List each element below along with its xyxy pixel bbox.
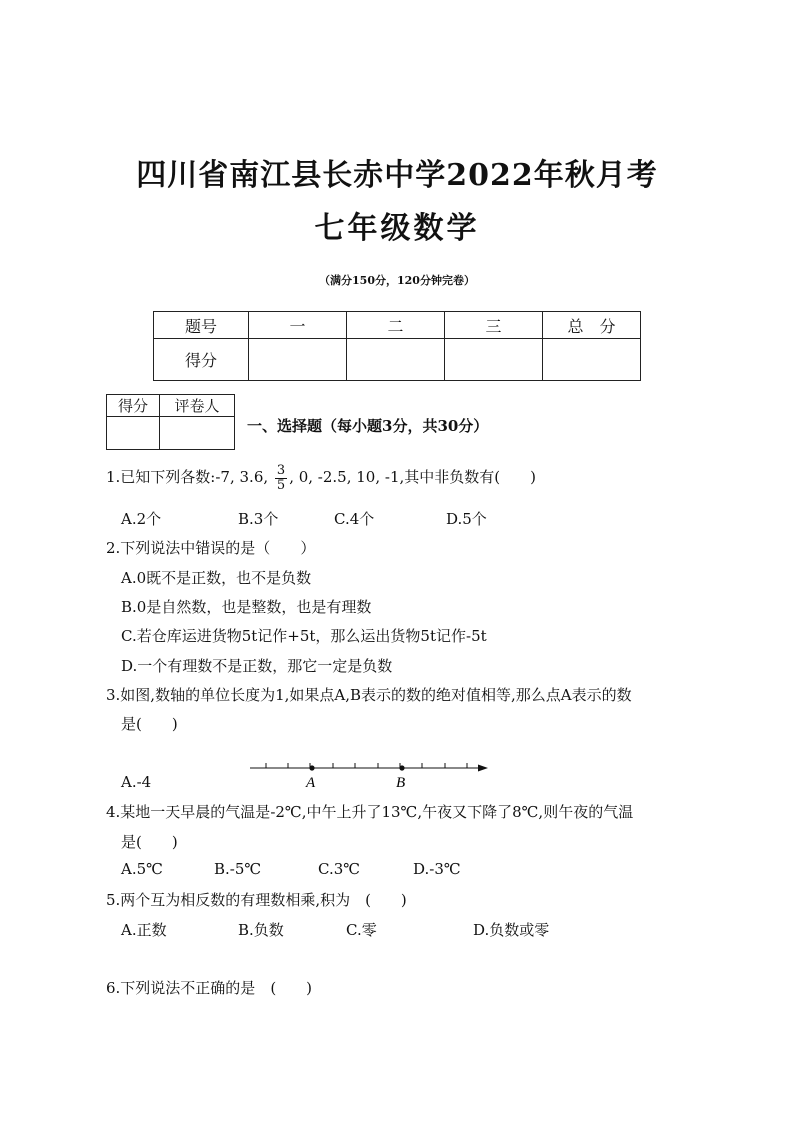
- q4-option: C.3℃: [318, 860, 361, 878]
- q1-option: A.2个: [121, 510, 162, 528]
- exam-note: （满分150分，120分钟完卷）: [319, 274, 475, 287]
- section1-title: 一、选择题（每小题3分，共30分）: [247, 417, 489, 435]
- q1-text-before: 1.已知下列各数:-7, 3.6,: [106, 468, 273, 486]
- fraction: [275, 464, 287, 493]
- q4-option: D.-3℃: [413, 860, 461, 878]
- grading-header-cell: 评卷人: [160, 395, 235, 417]
- q1-option: B.3个: [238, 510, 279, 528]
- q1-option: C.4个: [334, 510, 375, 528]
- question-2-stem: 2.下列说法中错误的是（ ）: [106, 539, 316, 557]
- q2-option: D.一个有理数不是正数，那它一定是负数: [121, 657, 393, 675]
- q2-option: A.0既不是正数，也不是负数: [121, 569, 312, 587]
- point-b-label: B: [396, 775, 406, 791]
- score-blank-cell: [445, 339, 543, 381]
- q3-option-a: A.-4: [121, 773, 152, 791]
- score-header-cell: 二: [347, 312, 445, 339]
- q2-option: B.0是自然数，也是整数，也是有理数: [121, 598, 372, 616]
- grading-blank-cell: [107, 417, 160, 450]
- question-4-stem-line1: 4.某地一天早晨的气温是-2℃,中午上升了13℃,午夜又下降了8℃,则午夜的气温: [106, 803, 634, 821]
- q1-text-after: , 0, -2.5, 10, -1,其中非负数有( ): [289, 468, 536, 486]
- q5-option: C.零: [346, 921, 377, 939]
- score-header-cell: 一: [249, 312, 347, 339]
- grading-blank-cell: [160, 417, 235, 450]
- q2-option: C.若仓库运进货物5t记作+5t，那么运出货物5t记作-5t: [121, 627, 487, 645]
- q5-option: A.正数: [121, 921, 167, 939]
- q4-option: A.5℃: [121, 860, 163, 878]
- point-a-label: A: [306, 775, 316, 791]
- score-table: [153, 311, 641, 381]
- question-5-stem: 5.两个互为相反数的有理数相乘,积为 ( ): [106, 891, 407, 909]
- question-3-stem-line1: 3.如图,数轴的单位长度为1,如果点A,B表示的数的绝对值相等,那么点A表示的数: [106, 686, 632, 704]
- grading-header-cell: 得分: [107, 395, 160, 417]
- q4-option: B.-5℃: [214, 860, 262, 878]
- score-blank-cell: [347, 339, 445, 381]
- question-4-stem-line2: 是( ): [121, 833, 178, 851]
- question-3-stem-line2: 是( ): [121, 715, 178, 733]
- point-a-dot: [309, 765, 314, 770]
- number-line-arrow-icon: [478, 765, 488, 772]
- score-header-cell: 题号: [154, 312, 249, 339]
- q5-option: B.负数: [238, 921, 284, 939]
- q1-option: D.5个: [446, 510, 487, 528]
- q5-option: D.负数或零: [473, 921, 550, 939]
- fraction-numerator: 3: [276, 462, 286, 478]
- score-header-cell: 三: [445, 312, 543, 339]
- score-header-cell: 总 分: [543, 312, 641, 339]
- exam-subtitle: 七年级数学: [314, 211, 480, 246]
- number-line-figure: [246, 755, 496, 791]
- score-blank-cell: [543, 339, 641, 381]
- question-6-stem: 6.下列说法不正确的是 ( ): [106, 979, 313, 997]
- score-blank-cell: [249, 339, 347, 381]
- question-1-stem: [106, 460, 536, 494]
- fraction-denominator: 5: [276, 477, 286, 493]
- exam-title: 四川省南江县长赤中学2022年秋月考: [136, 158, 658, 193]
- number-line-ticks: [266, 763, 467, 768]
- point-b-dot: [399, 765, 404, 770]
- section-grading-box: [106, 394, 235, 450]
- score-row-label: 得分: [154, 339, 249, 381]
